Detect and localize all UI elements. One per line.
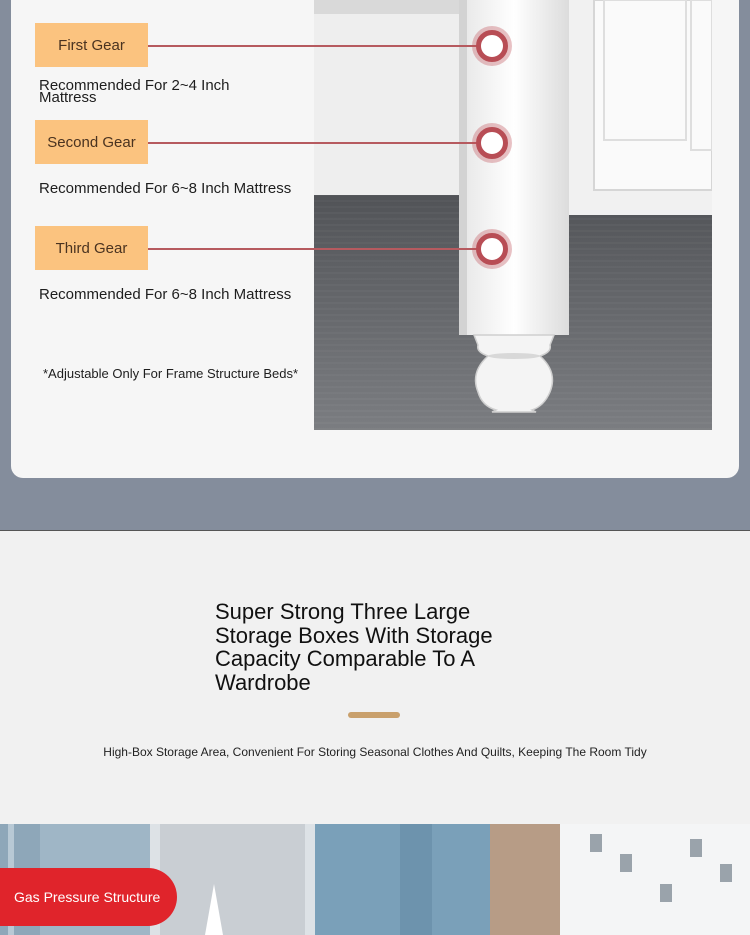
storage-section — [0, 530, 750, 825]
third-gear-label: Third Gear — [35, 226, 148, 270]
third-gear-line — [148, 248, 478, 250]
first-gear-label: First Gear — [35, 23, 148, 67]
room-photo — [0, 824, 750, 935]
section-title: Super Strong Three Large Storage Boxes With Storage Capacity Comparable To A Wardrobe — [215, 599, 493, 695]
first-gear-line — [148, 45, 478, 47]
first-gear-recommendation: Recommended For 2~4 Inch Mattress — [39, 77, 230, 106]
section-description: High-Box Storage Area, Convenient For Storing Seasonal Clothes And Quilts, Keeping The Room Tidy — [103, 745, 647, 759]
second-gear-dot — [476, 127, 508, 159]
adjustable-note: *Adjustable Only For Frame Structure Beds* — [43, 366, 299, 381]
third-gear-recommendation: Recommended For 6~8 Inch Mattress — [39, 286, 292, 303]
second-gear-line — [148, 142, 478, 144]
second-gear-recommendation: Recommended For 6~8 Inch Mattress — [39, 180, 292, 197]
bed-leg-photo — [314, 0, 712, 430]
accent-divider — [348, 712, 400, 718]
third-gear-dot — [476, 233, 508, 265]
first-gear-dot — [476, 30, 508, 62]
second-gear-label: Second Gear — [35, 120, 148, 164]
gas-pressure-badge: Gas Pressure Structure — [0, 868, 177, 926]
